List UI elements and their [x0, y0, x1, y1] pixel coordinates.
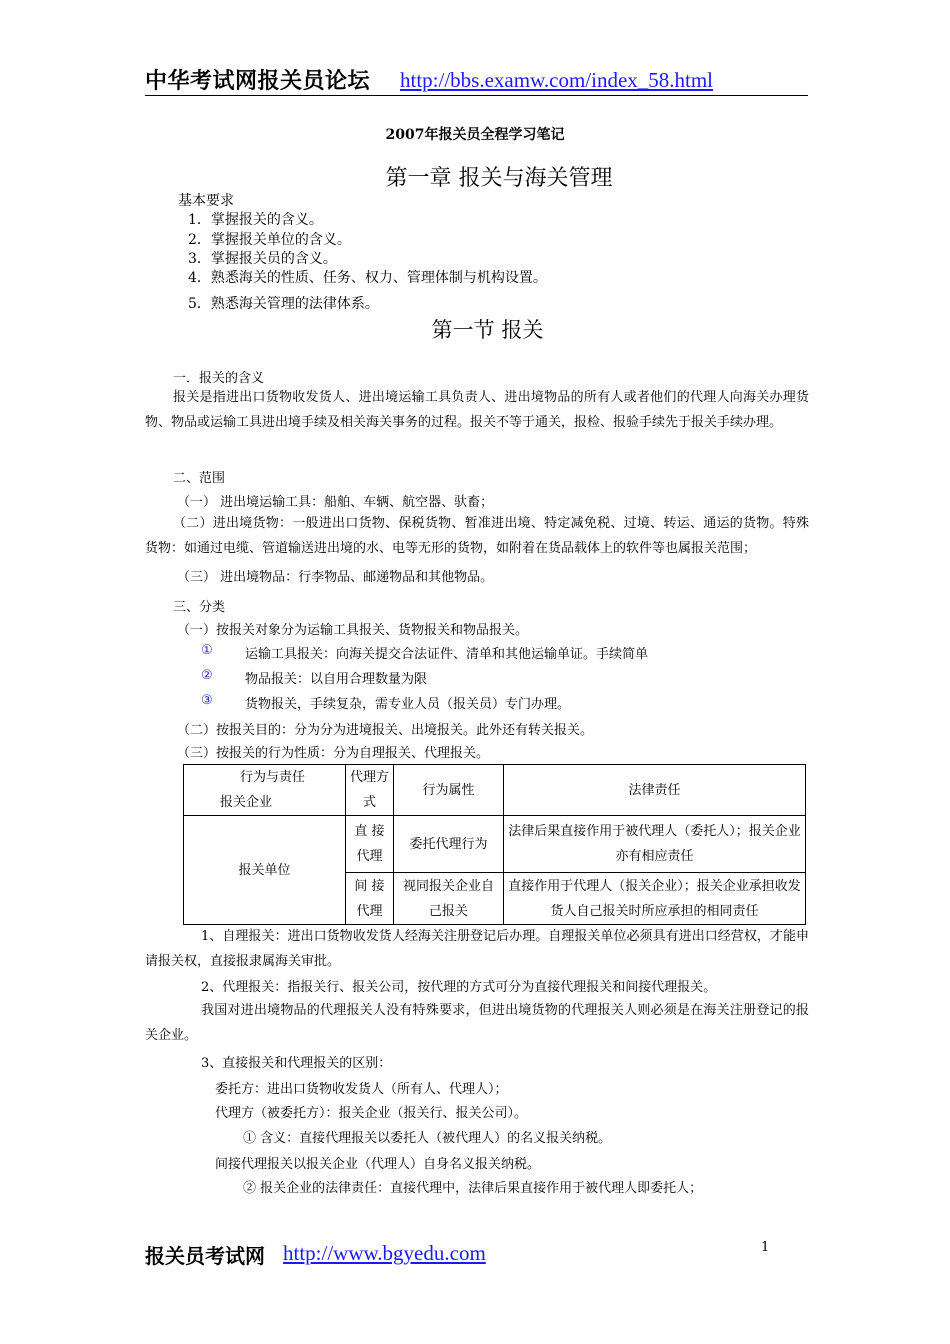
s3-item: （三）按报关的行为性质：分为自理报关、代理报关。 [177, 746, 490, 761]
table-cell-attr: 视同报关企业自己报关 [394, 873, 504, 925]
table-cell-liability: 法律后果直接作用于被代理人（委托人）；报关企业亦有相应责任 [504, 816, 806, 873]
table-header-liability: 法律责任 [504, 765, 806, 816]
table-header-row [184, 765, 806, 816]
note-line: 代理方（被委托方）：报关企业（报关行、报关公司）。 [215, 1106, 528, 1121]
table-header-attr: 行为属性 [394, 765, 504, 816]
s3-heading: 三、分类 [173, 600, 226, 615]
s3-subitem: 运输工具报关：向海关提交合法证件、清单和其他运输单证。手续简单 [245, 647, 649, 662]
header-divider [145, 95, 808, 96]
note-paragraph: 1、自理报关：进出口货物收发货人经海关注册登记后办理。自理报关单位必须具有进出口经营权，才能申请报关权，直接报隶属海关审批。 [145, 929, 809, 969]
agency-liability-table [183, 764, 806, 925]
s1-heading: 一．报关的含义 [173, 371, 265, 386]
footer-url-link[interactable]: http://www.bgyedu.com [283, 1241, 486, 1265]
page-number: 1 [761, 1240, 770, 1255]
s2-item: （一） 进出境运输工具：船舶、车辆、航空器、驮畜； [177, 495, 494, 510]
table-cell-liability: 直接作用于代理人（报关企业）；报关企业承担收发货人自己报关时所应承担的相同责任 [504, 873, 806, 925]
s3-item: （二）按报关目的：分为分为进境报关、出境报关。此外还有转关报关。 [177, 723, 594, 738]
note-line: 间接代理报关以报关企业（代理人）自身名义报关纳税。 [215, 1157, 541, 1172]
requirement-item: 3．掌握报关员的含义。 [188, 251, 337, 267]
table-row [184, 816, 806, 873]
note-line: ① 含义：直接代理报关以委托人（被代理人）的名义报关纳税。 [243, 1131, 612, 1146]
requirement-item: 1．掌握报关的含义。 [188, 212, 323, 228]
note-line: 2、代理报关：指报关行、报关公司，按代理的方式可分为直接代理报关和间接代理报关。 [201, 980, 717, 995]
header-url-link[interactable]: http://bbs.examw.com/index_58.html [400, 68, 714, 92]
requirement-item: 4．熟悉海关的性质、任务、权力、管理体制与机构设置。 [188, 270, 547, 286]
circled-number-2: ② [201, 668, 213, 683]
s2-item: （三） 进出境物品：行李物品、邮递物品和其他物品。 [177, 570, 494, 585]
note-line: 委托方：进出口货物收发货人（所有人、代理人）； [215, 1082, 508, 1097]
table-row-label: 报关单位 [184, 816, 346, 925]
s1-body: 报关是指进出口货物收发货人、进出境运输工具负责人、进出境物品的所有人或者他们的代理人向海关办理货物、物品或运输工具进出境手续及相关海关事务的过程。报关不等于通关，报检、报验手续先于报关手续办理。 [145, 390, 809, 430]
s3-subitem: 货物报关，手续复杂，需专业人员（报关员）专门办理。 [245, 697, 571, 712]
note-paragraph: 我国对进出境物品的代理报关人没有特殊要求，但进出境货物的代理报关人则必须是在海关注册登记的报关企业。 [145, 1003, 809, 1043]
note-line: 3、直接报关和代理报关的区别： [201, 1056, 392, 1071]
circled-number-3: ③ [201, 693, 213, 708]
table-header-diagonal-cell [184, 765, 346, 816]
s3-subitem: 物品报关：以自用合理数量为限 [245, 672, 428, 687]
table-header-top-label: 行为与责任 [240, 770, 306, 785]
note-line: ② 报关企业的法律责任：直接代理中，法律后果直接作用于被代理人即委托人； [243, 1181, 703, 1196]
table-cell-attr: 委托代理行为 [394, 816, 504, 873]
table-header-mode: 代理方式 [346, 765, 394, 816]
table-cell-mode: 间 接代理 [346, 873, 394, 925]
section-title: 第一节 报关 [431, 318, 544, 342]
table-cell-mode: 直 接代理 [346, 816, 394, 873]
footer-site-title: 报关员考试网 [145, 1244, 265, 1268]
document-title: 2007年报关员全程学习笔记 [385, 127, 565, 143]
chapter-title: 第一章 报关与海关管理 [385, 166, 613, 191]
table-header-bottom-label: 报关企业 [220, 795, 273, 810]
header-site-title: 中华考试网报关员论坛 [145, 69, 371, 94]
requirements-heading: 基本要求 [178, 193, 234, 209]
requirement-item: 5．熟悉海关管理的法律体系。 [188, 296, 379, 312]
s2-item: （二）进出境货物：一般进出口货物、保税货物、暂准进出境、特定减免税、过境、转运、通运的货物。特殊货物：如通过电缆、管道输送进出境的水、电等无形的货物，如附着在货品载体上的软件等也属报关范围； [145, 516, 809, 556]
s3-item: （一）按报关对象分为运输工具报关、货物报关和物品报关。 [177, 623, 529, 638]
requirement-item: 2．掌握报关单位的含义。 [188, 232, 351, 248]
circled-number-1: ① [201, 643, 213, 658]
s2-heading: 二、范围 [173, 471, 226, 486]
